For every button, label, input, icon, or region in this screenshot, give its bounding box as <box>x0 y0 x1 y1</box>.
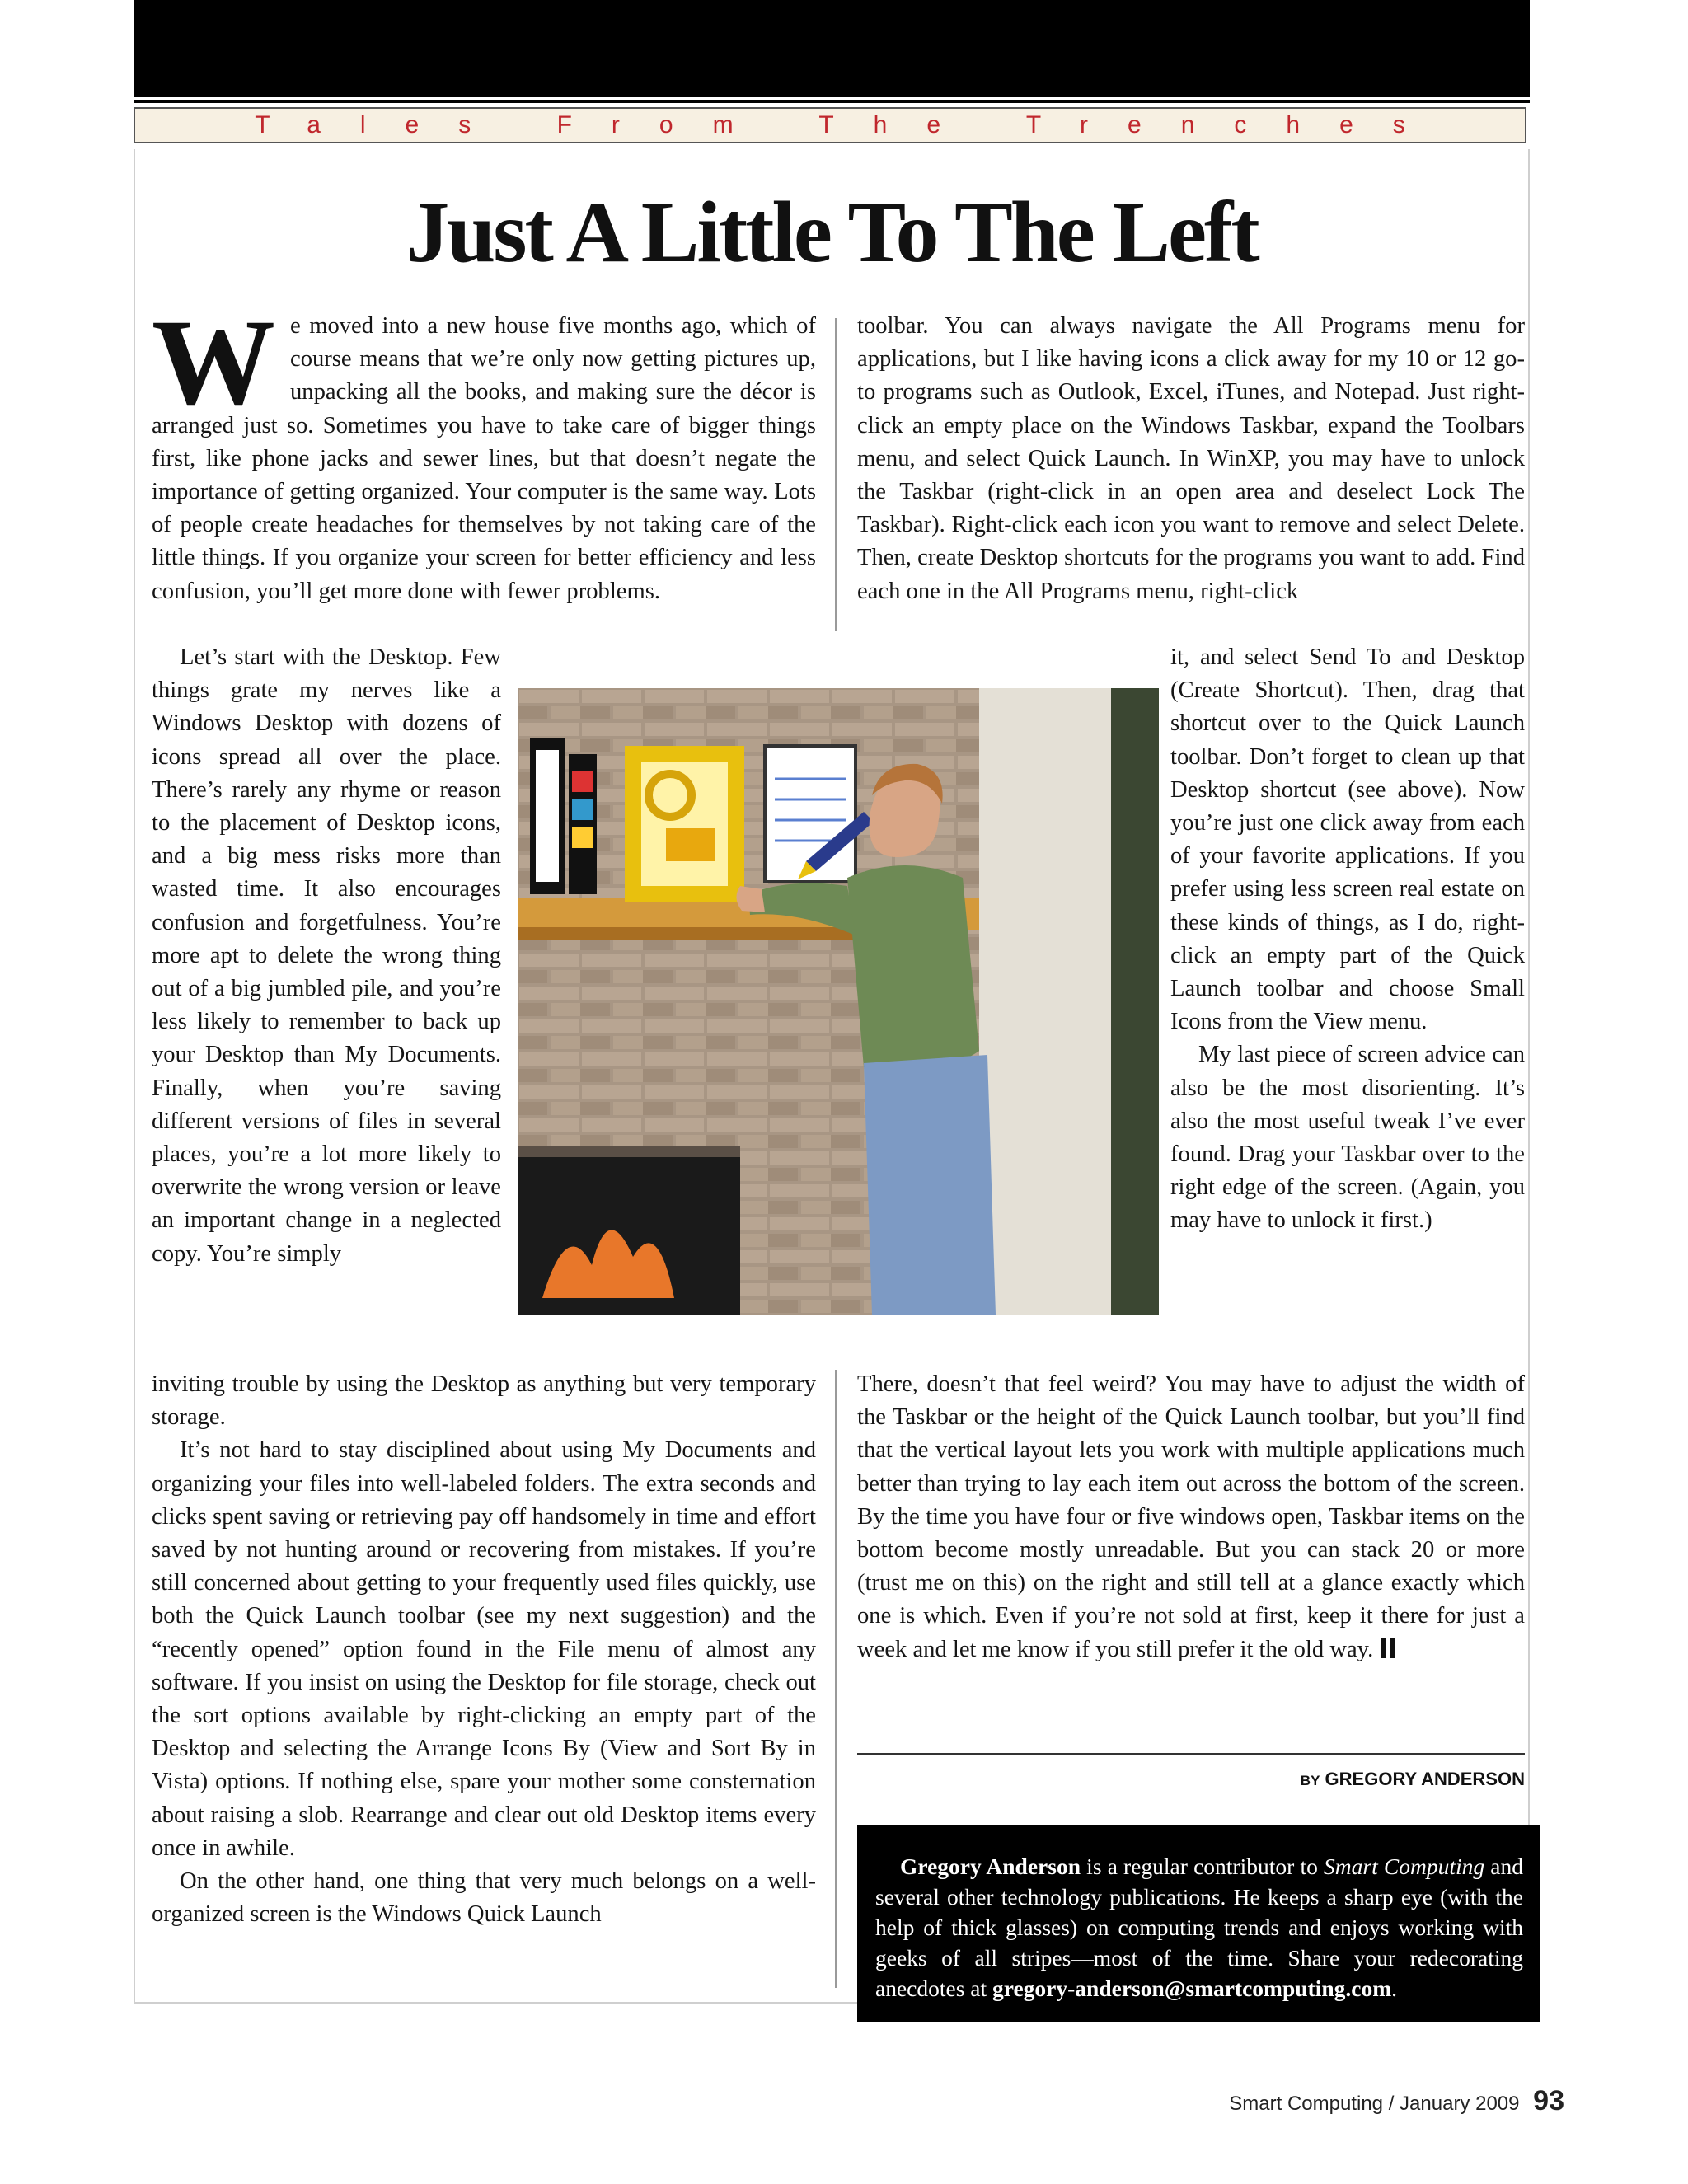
top-rule <box>134 100 1530 103</box>
section-label: Tales From The Trenches <box>255 111 1445 138</box>
taskbar-paragraph: My last piece of screen advice can also be the most disorienting. It’s also the most useful tweak I’ve ever found. Drag your Taskbar over to the right edge of the screen. (Again, you may have to unlock it first.) <box>1170 1042 1525 1234</box>
byline <box>857 1769 1525 1790</box>
desktop-paragraph: Let’s start with the Desktop. Few things grate my nerves like a Windows Desktop with dozens of icons spread all over the place. There’s rarely any rhyme or reason to the placement of Desktop icons, and a big mess risks more than wasted time. It also encourages confusion and forgetfulness. You’re more apt to delete the wrong thing out of a big jumbled pile, and you’re less likely to remember to back up your Desktop than My Documents. Finally, when you’re saving different versions of files in several places, you’re a lot more likely to overwrite the wrong version or leave an important change in a neglected copy. You’re simply <box>152 644 501 1267</box>
right-column-wrap <box>1170 641 1525 1238</box>
footer-publication: Smart Computing <box>1229 2093 1384 2115</box>
drop-cap: W <box>152 294 275 431</box>
right-column-bottom <box>857 1368 1525 1666</box>
quicklaunch-paragraph: On the other hand, one thing that very much belongs on a well-organized screen is the Windows Quick Launch <box>152 1868 816 1928</box>
bio-author-name: Gregory Anderson <box>900 1854 1081 1879</box>
bio-text-3: . <box>1391 1975 1398 2001</box>
bio-text-2: and several other technology publications. He keeps a sharp eye (with the help of thick glasses) on computing trends and enjoys working with geeks of all stripes—most of the time. Share your redecorating anecdotes at <box>875 1854 1523 2001</box>
intro-paragraph: e moved into a new house five months ago, which of course means that we’re only now getting pictures up, unpacking all the books, and making sure the décor is arranged just so. Sometimes you have to take care of bigger things first, like phone jacks and sewer lines, but that doesn’t negate the importance of getting organized. Your computer is the same way. Lots of people create headaches for themselves by not taking care of the little things. If you organize your screen for better efficiency and less confusion, you’ll get more done with fewer problems. <box>152 313 816 604</box>
left-column-top <box>152 294 816 608</box>
outlook-icon <box>625 746 744 902</box>
byline-rule <box>857 1753 1525 1755</box>
byline-prefix: BY <box>1300 1773 1320 1788</box>
quicklaunch-paragraph-cont: toolbar. You can always navigate the All Programs menu for applications, but I like having icons a click away for my 10 or 12 go-to programs such as Outlook, Excel, iTunes, and Notepad. Just right-click an empty place on the Windows Taskbar, expand the Toolbars menu, and select Quick Launch. In WinXP, you may have to unlock the Taskbar (right-click in an open area and deselect Lock The Taskbar). Right-click each icon you want to remove and select Delete. Then, create Desktop shortcuts for the programs you want to add. Find each one in the All Programs menu, right-click <box>857 313 1525 604</box>
right-column-top <box>857 310 1525 608</box>
footer-issue: January 2009 <box>1400 2093 1520 2115</box>
byline-name: GREGORY ANDERSON <box>1325 1769 1525 1789</box>
article-title: Just A Little To The Left <box>406 184 1258 280</box>
left-column-wrap <box>152 641 501 1271</box>
closing-paragraph: There, doesn’t that feel weird? You may have to adjust the width of the Taskbar or the height of the Quick Launch toolbar, but you’ll find that the vertical layout lets you work with multiple applications much better than trying to lay each item out across the bottom of the screen. By the time you have four or five windows open, Taskbar items on the bottom become mostly unreadable. But you can stack 20 or more (trust me on this) on the right and still tell at a glance exactly which one is which. Even if you’re not sold at first, keep it there for just a week and let me know if you still prefer it the old way. <box>857 1371 1525 1662</box>
fireplace-lintel <box>518 1146 740 1157</box>
bio-email: gregory-anderson@smartcomputing.com <box>992 1975 1392 2001</box>
column-divider-top <box>835 318 837 631</box>
illustration-photo <box>518 688 1159 1315</box>
author-bio-box <box>857 1825 1540 2022</box>
shortcut-paragraph: it, and select Send To and Desktop (Create Shortcut). Then, drag that shortcut over to the Quick Launch toolbar. Don’t forget to clean up that Desktop shortcut (see above). Now you’re just one click away from each of your favorite applications. If you prefer using less screen real estate on these kinds of things, as I do, right-click an empty part of the Quick Launch toolbar and choose Small Icons from the View menu. <box>1170 644 1525 1035</box>
page-number: 93 <box>1533 2085 1564 2116</box>
page-footer <box>1229 2085 1564 2117</box>
top-black-bar <box>134 0 1530 97</box>
left-column-bottom <box>152 1368 816 1931</box>
mantel-illustration <box>518 688 1159 1315</box>
column-divider-bottom <box>835 1370 837 1988</box>
books-icon <box>530 738 597 894</box>
desktop-paragraph-end: inviting trouble by using the Desktop as anything but very temporary storage. <box>152 1371 816 1431</box>
end-mark-icon <box>1381 1638 1395 1658</box>
section-banner <box>134 107 1526 143</box>
bio-text-1: is a regular contributor to <box>1081 1854 1325 1879</box>
bio-publication: Smart Computing <box>1324 1854 1485 1879</box>
footer-separator: / <box>1388 2093 1395 2115</box>
curtain <box>1111 688 1159 1315</box>
documents-paragraph: It’s not hard to stay disciplined about using My Documents and organizing your files into well-labeled folders. The extra seconds and clicks spent saving or retrieving pay off handsomely in time and effort saved by not hunting around or recovering from mistakes. If you’re still concerned about getting to your frequently used files quickly, use both the Quick Launch toolbar (see my next suggestion) and the “recently opened” option found in the File menu of almost any software. If you insist on using the Desktop for file storage, check out the sort options available by right-clicking an empty part of the Desktop and selecting the Arrange Icons By (View and Sort By in Vista) options. If nothing else, spare your mother some consternation about raising a slob. Rearrange and clear out old Desktop items every once in awhile. <box>152 1437 816 1861</box>
